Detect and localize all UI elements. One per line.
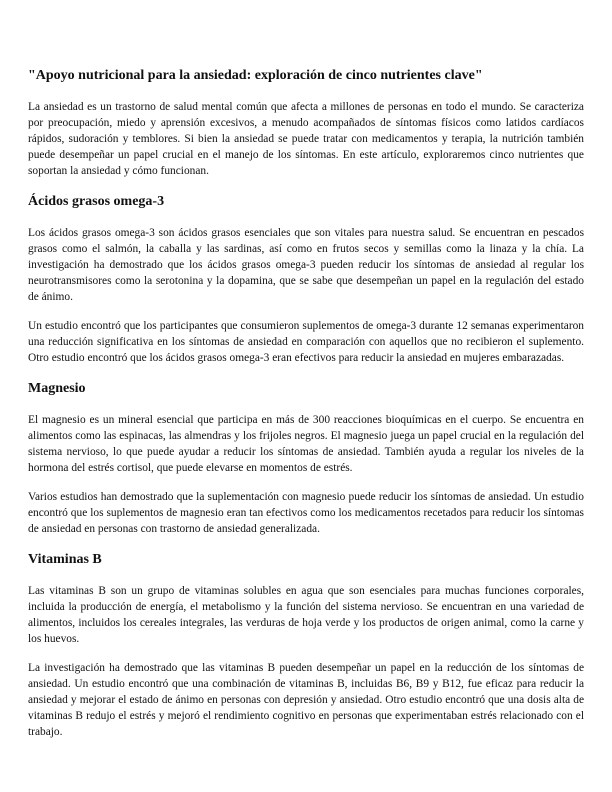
section-omega-3 xyxy=(28,192,584,366)
document-title: "Apoyo nutricional para la ansiedad: exploración de cinco nutrientes clave" xyxy=(28,68,483,83)
paragraph: Las vitaminas B son un grupo de vitaminas solubles en agua que son esenciales para muchas funciones corporales, incluida la producción de energía, el metabolismo y la función del sistema nervioso. Se encuentran en una variedad de alimentos, incluidos los cereales integrales, las verduras de hoja verde y los productos de origen animal, como la carne y los huevos. xyxy=(28,585,584,645)
section-heading: Vitaminas B xyxy=(28,552,102,567)
intro-paragraph: La ansiedad es un trastorno de salud mental común que afecta a millones de personas en todo el mundo. Se caracteriza por preocupación, miedo y aprensión excesivos, a menudo acompañados de síntomas físicos como latidos cardíacos rápidos, sudoración y temblores. Si bien la ansiedad se puede tratar con medicamentos y terapia, la nutrición también puede desempeñar un papel crucial en el manejo de los síntomas. En este artículo, exploraremos cinco nutrientes que soportan la ansiedad y cómo funcionan. xyxy=(28,101,584,177)
paragraph: La investigación ha demostrado que las vitaminas B pueden desempeñar un papel en la reducción de los síntomas de ansiedad. Un estudio encontró que una combinación de vitaminas B, incluidas B6, B9 y B12, fue eficaz para reducir la ansiedad y mejorar el estado de ánimo en personas con depresión y ansiedad. Otro estudio encontró que una dosis alta de vitaminas B redujo el estrés y mejoró el rendimiento cognitivo en personas que experimentaban estrés relacionado con el trabajo. xyxy=(28,662,584,738)
document-page xyxy=(28,66,584,753)
section-heading: Magnesio xyxy=(28,381,86,396)
paragraph: Varios estudios han demostrado que la suplementación con magnesio puede reducir los síntomas de ansiedad. Un estudio encontró que los suplementos de magnesio eran tan efectivos como los medicamentos recetados para reducir los síntomas de ansiedad en personas con trastorno de ansiedad generalizada. xyxy=(28,491,584,535)
section-vitaminas-b xyxy=(28,550,584,740)
paragraph: Un estudio encontró que los participantes que consumieron suplementos de omega-3 durante 12 semanas experimentaron una reducción significativa en los síntomas de ansiedad en comparación con aquellos que no recibieron el suplemento. Otro estudio encontró que los ácidos grasos omega-3 eran efectivos para reducir la ansiedad en mujeres embarazadas. xyxy=(28,320,584,364)
section-heading: Ácidos grasos omega-3 xyxy=(28,194,165,209)
section-magnesio xyxy=(28,379,584,537)
paragraph: Los ácidos grasos omega-3 son ácidos grasos esenciales que son vitales para nuestra salud. Se encuentran en pescados grasos como el salmón, la caballa y las sardinas, así como en frutos secos y semillas como la linaza y la chía. La investigación ha demostrado que los ácidos grasos omega-3 pueden reducir los síntomas de ansiedad al regular los neurotransmisores como la serotonina y la dopamina, que se sabe que desempeñan un papel en la regulación del estado de ánimo. xyxy=(28,227,584,303)
paragraph: El magnesio es un mineral esencial que participa en más de 300 reacciones bioquímicas en el cuerpo. Se encuentra en alimentos como las espinacas, las almendras y los frijoles negros. El magnesio juega un papel crucial en la regulación del sistema nervioso, lo que puede ayudar a reducir los síntomas de ansiedad. También ayuda a regular los niveles de la hormona del estrés cortisol, que puede elevarse en momentos de estrés. xyxy=(28,414,584,474)
